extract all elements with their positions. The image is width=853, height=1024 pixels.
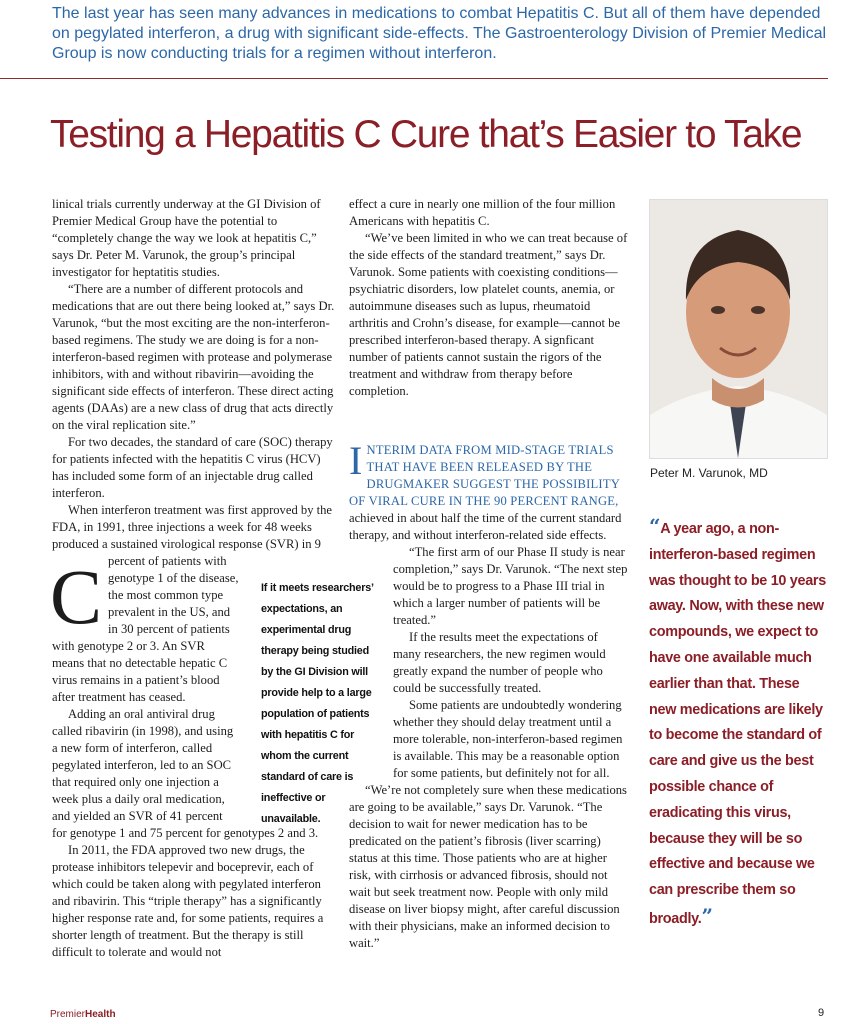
footer-brand: PremierHealth — [50, 1009, 116, 1020]
section-lead: INTERIM DATA FROM MID-STAGE TRIALS THAT HAVE BEEN RELEASED BY THE DRUGMAKER SUGGEST THE POSSIBILITY OF VIRAL CURE IN THE 90 PERCENT RANGE, — [349, 438, 620, 508]
header-rule — [0, 78, 828, 79]
float-spacer — [335, 196, 336, 560]
article-title: Testing a Hepatitis C Cure that’s Easier to Take — [50, 113, 802, 156]
paragraph: “The first arm of our Phase II study is near completion,” says Dr. Varunok. “The next step would be to progress to a Phase III trial in which a larger number of patients will be treated.” — [393, 545, 628, 627]
pull-quote — [649, 514, 829, 933]
paragraph: Adding an oral antiviral drug called ribavirin (in 1998), and using a new form of interferon, called pegylated interferon, led to an SOC that required only one injection a week plus a daily oral medication, and yielded an SVR of 41 percent for genotype 1 and 75 percent for genotypes 2 and 3. — [52, 707, 319, 840]
photo-caption: Peter M. Varunok, MD — [650, 466, 768, 480]
paragraph: In 2011, the FDA approved two new drugs, the protease inhibitors telepevir and boceprevir, each of which could be taken along with pegylated interferon and ribavirin. This “triple therapy” has a significantly higher response rate and, for some patients, requires a shorter length of treatment. But the therapy is still difficult to tolerate and would not — [52, 843, 324, 959]
paragraph: “We’re not completely sure when these medications are going to be available,” says Dr. Varunok. “The decision to wait for newer medication has to be predicated on the patient’s fibrosis (liver scarring) status at this time. Those patients who are at higher risk, with cirrhosis or advanced fibrosis, should not wait but seek treatment now. People with only mild disease on liver biopsy might, after careful discussion with their physicians, make an informed decision to wait.” — [349, 783, 627, 950]
paragraph: Some patients are undoubtedly wondering whether they should delay treatment until a more tolerable, non-interferon-based regimen is available. This may be a reasonable option for some patients, but definitely not for all. — [393, 698, 623, 780]
paragraph: “We’ve been limited in who we can treat because of the side effects of the standard treatment,” says Dr. Varunok. Some patients with coexisting conditions—psychiatric disorders, low platelet counts, anemia, or autoimmune diseases such as lupus, rheumatoid arthritis and Crohn’s disease, for example—cannot be prescribed interferon-based therapy. A signficant number of patients cannot sustain the rigors of the treatment and withdraw from therapy before completion. — [349, 231, 628, 398]
paragraph: achieved in about half the time of the current standard therapy, and without interferon-related side effects. — [349, 511, 622, 542]
close-quote-icon: ” — [701, 903, 713, 928]
pull-box: If it meets researchers’ expectations, an experimental drug therapy being studied by the GI Division will provide help to a large population of patients with hepatitis C for whom the current standard of care is ineffective or unavailable. — [261, 582, 374, 825]
open-quote-icon: “ — [649, 514, 661, 538]
portrait-icon — [650, 200, 827, 458]
intro-deck: The last year has seen many advances in medications to combat Hepatitis C. But all of them have depended on pegylated interferon, a drug with significant side-effects. The Gastroenterology Division of Premier Medical Group is now conducting trials for a regimen without interferon. — [52, 5, 827, 62]
section-lead-cap: I — [349, 438, 363, 483]
indented-block — [393, 544, 628, 782]
paragraph: C linical trials currently underway at the GI Division of Premier Medical Group have the potential to “completely change the way we look at hepatitis C,” says Dr. Peter M. Varunok, the group’s principal investigator for heptatitis studies. — [50, 197, 321, 640]
paragraph: If the results meet the expectations of many researchers, the new regimen would greatly expand the number of people who could be successfully treated. — [393, 630, 606, 695]
pull-quote-text: A year ago, a non-interferon-based regimen was thought to be 10 years away. Now, with these new compounds, we expect to have one available much earlier than that. These new medications are likely to become the standard of care and give us the best possible chance of eradicating this virus, because they will be so effective and because we can prescribe them so broadly. — [649, 521, 826, 927]
page-number: 9 — [818, 1007, 825, 1019]
paragraph: For two decades, the standard of care (SOC) therapy for patients infected with the hepatitis C virus (HCV) has included some form of an injectable drug called interferon. — [52, 435, 333, 500]
paragraph: When interferon treatment was first approved by the FDA, in 1991, three injections a week for 48 weeks produced a sustained virological response (SVR) in 9 percent of patients with genotype 1 of the disease, the most common type prevalent in the US, and in 30 percent of patients with genotype 2 or 3. An SVR means that no detectable hepatic C virus remains in a patient’s blood after treatment has ceased. — [52, 503, 333, 704]
portrait-photo — [649, 199, 828, 459]
article-column-2 — [349, 196, 628, 952]
drop-cap: C — [50, 553, 103, 640]
paragraph: effect a cure in nearly one million of the four million Americans with hepatitis C. — [349, 197, 616, 228]
paragraph: “There are a number of different protocols and medications that are out there being looked at,” says Dr. Varunok, “but the most exciting are the non-interferon-based regimens. The study we are doing is for a non-interferon-based regimen with protease and polymerase inhibitors, with and without ribavirin—avoiding the significant side effects of interferon. These direct acting agents (DAAs) are a new class of drug that acts directly on the viral replication site.” — [52, 282, 335, 432]
